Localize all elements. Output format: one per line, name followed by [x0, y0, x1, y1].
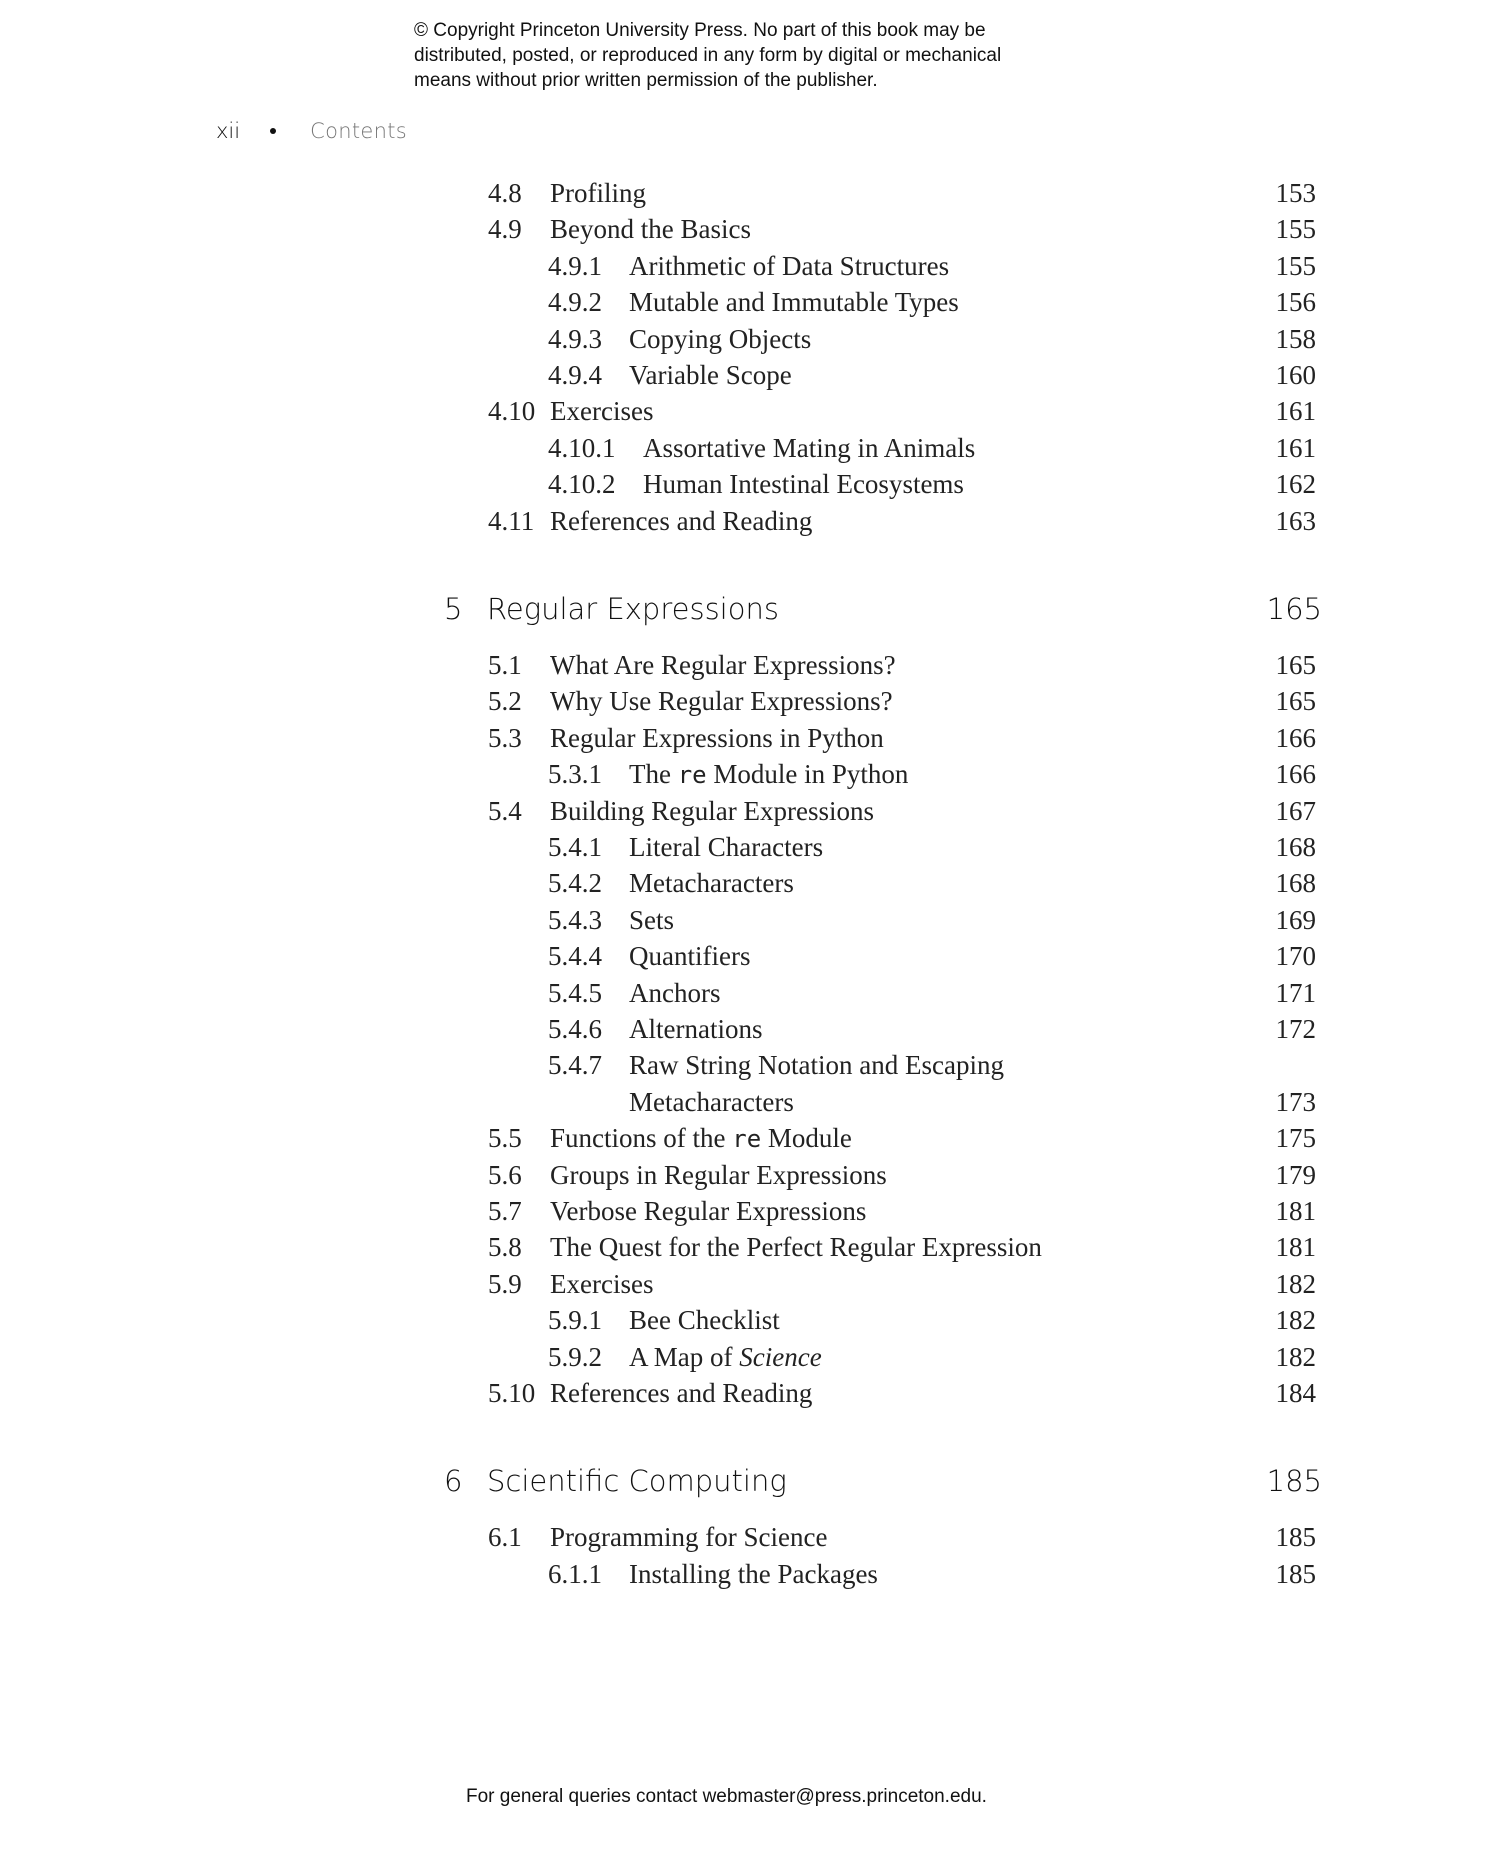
toc-entry-row	[0, 248, 1500, 284]
toc-page-number: 182	[1275, 1305, 1316, 1336]
toc-title	[629, 1339, 822, 1375]
toc-title: Arithmetic of Data Structures	[629, 250, 950, 281]
toc-title	[629, 756, 908, 793]
toc-page-number: 185	[1275, 1522, 1316, 1553]
toc-entry-row	[0, 466, 1500, 502]
toc-entry-row	[0, 321, 1500, 357]
toc-number: 5.3	[488, 722, 522, 753]
toc-entry-row	[0, 393, 1500, 429]
toc-number: 5.1	[488, 650, 522, 680]
toc-entry-row	[0, 175, 1500, 211]
toc-title: Exercises	[550, 396, 654, 427]
toc-entry-row	[0, 503, 1500, 539]
toc-entry-row	[0, 647, 1500, 683]
toc-number: 5.3.1	[548, 759, 602, 790]
toc-number: 4.10.1	[548, 432, 616, 463]
running-head	[216, 116, 407, 146]
toc-title: Literal Characters	[629, 832, 824, 862]
toc-number: 5.4.4	[548, 941, 602, 972]
toc-page-number: 171	[1275, 977, 1316, 1008]
toc-title: Variable Scope	[629, 360, 792, 390]
toc-title: Verbose Regular Expressions	[550, 1196, 867, 1226]
toc-entry-row	[0, 1047, 1500, 1083]
copyright-line: © Copyright Princeton University Press. No part of this book may be	[414, 20, 986, 41]
toc-number: 5.9.2	[548, 1341, 602, 1372]
toc-number: 5.4.7	[548, 1050, 602, 1081]
toc-title: References and Reading	[550, 505, 813, 536]
toc-number: 6.1.1	[548, 1558, 602, 1589]
toc-page-number: 184	[1275, 1378, 1316, 1408]
toc-page-number: 165	[1275, 650, 1316, 680]
toc-page-number: 166	[1275, 722, 1316, 753]
toc-entry-row	[0, 1266, 1500, 1302]
toc-page-number: 179	[1275, 1159, 1316, 1190]
toc-entry-row	[0, 756, 1500, 792]
toc-entry-row	[0, 357, 1500, 393]
copyright-line: means without prior written permission of the publisher.	[414, 70, 878, 91]
toc-number: 5.4.5	[548, 977, 602, 1008]
toc-entry-row	[0, 1193, 1500, 1229]
toc-title: Human Intestinal Ecosystems	[643, 469, 964, 500]
toc-title: Mutable and Immutable Types	[629, 287, 959, 318]
toc-title: Bee Checklist	[629, 1305, 780, 1336]
toc-number: 4.9.3	[548, 323, 602, 354]
toc-page-number: 185	[1266, 1464, 1322, 1499]
toc-page-number: 167	[1275, 795, 1316, 826]
toc-page-number: 166	[1275, 759, 1316, 790]
toc-title: What Are Regular Expressions?	[550, 650, 896, 680]
toc-entry-row	[0, 720, 1500, 756]
toc-number: 4.9	[488, 214, 522, 245]
toc-title: Anchors	[629, 977, 721, 1008]
toc-number: 4.8	[488, 178, 522, 208]
copyright-line: distributed, posted, or reproduced in any form by digital or mechanical	[414, 45, 1002, 66]
toc-page-number: 153	[1275, 178, 1316, 208]
toc-title: Metacharacters	[629, 1086, 794, 1117]
toc-title: Assortative Mating in Animals	[643, 432, 976, 463]
toc-page-number: 181	[1275, 1232, 1316, 1263]
toc-entry-row	[0, 1302, 1500, 1338]
toc-entry-row	[0, 1120, 1500, 1156]
toc-page-number: 160	[1275, 360, 1316, 390]
toc-number: 4.9.4	[548, 360, 602, 390]
toc-title	[550, 1120, 852, 1157]
toc-title-text: Module	[761, 1123, 852, 1154]
toc-number: 6	[444, 1464, 463, 1499]
toc-entry-row	[0, 284, 1500, 320]
toc-page-number: 168	[1275, 868, 1316, 899]
toc-title: Beyond the Basics	[550, 214, 751, 245]
toc-page-number: 156	[1275, 287, 1316, 318]
toc-number: 5.4	[488, 795, 522, 826]
toc-number: 5.4.1	[548, 832, 602, 862]
toc-page-number: 182	[1275, 1268, 1316, 1299]
toc-title: Programming for Science	[550, 1522, 828, 1553]
copyright-notice	[414, 18, 1094, 93]
toc-number: 5.7	[488, 1196, 522, 1226]
toc-number: 5.5	[488, 1123, 522, 1154]
toc-entry-row	[0, 1519, 1500, 1555]
toc-entry-row	[0, 1375, 1500, 1411]
page-folio: xii	[216, 119, 241, 143]
toc-number: 4.10	[488, 396, 536, 427]
toc-title: Regular Expressions in Python	[550, 722, 884, 753]
toc-entry-row	[0, 1011, 1500, 1047]
toc-page-number: 161	[1275, 396, 1316, 427]
toc-title: Scientific Computing	[487, 1464, 787, 1499]
toc-page-number: 170	[1275, 941, 1316, 972]
toc-entry-row	[0, 865, 1500, 901]
toc-title: Sets	[629, 904, 675, 935]
toc-title: Why Use Regular Expressions?	[550, 686, 893, 717]
toc-page-number: 158	[1275, 323, 1316, 354]
toc-title: Exercises	[550, 1268, 654, 1299]
toc-page-number: 169	[1275, 904, 1316, 935]
toc-entry-row	[0, 829, 1500, 865]
toc-page-number: 161	[1275, 432, 1316, 463]
toc-page-number: 182	[1275, 1341, 1316, 1372]
toc-title: Quantifiers	[629, 941, 751, 972]
toc-number: 5.4.2	[548, 868, 602, 899]
toc-entry-row	[0, 1229, 1500, 1265]
toc-page-number: 168	[1275, 832, 1316, 862]
toc-entry-row	[0, 211, 1500, 247]
toc-entry-row	[0, 1339, 1500, 1375]
toc-number: 4.9.1	[548, 250, 602, 281]
toc-entry-row	[0, 902, 1500, 938]
toc-chapter-row	[0, 587, 1500, 631]
toc-chapter-row	[0, 1459, 1500, 1503]
toc-title-code: re	[677, 761, 707, 790]
toc-entry-row	[0, 1084, 1500, 1120]
toc-title-code: re	[732, 1125, 762, 1154]
toc-number: 5.4.6	[548, 1014, 602, 1044]
toc-number: 5.4.3	[548, 904, 602, 935]
toc-number: 5.9.1	[548, 1305, 602, 1336]
toc-number: 4.9.2	[548, 287, 602, 318]
toc-number: 5	[444, 592, 463, 626]
toc-number: 5.10	[488, 1378, 536, 1408]
toc-number: 5.8	[488, 1232, 522, 1263]
toc-page-number: 155	[1275, 214, 1316, 245]
toc-page-number: 181	[1275, 1196, 1316, 1226]
toc-page-number: 165	[1275, 686, 1316, 717]
toc-title: The Quest for the Perfect Regular Expression	[550, 1232, 1042, 1263]
toc-title-text: Module in Python	[706, 759, 909, 790]
toc-page-number: 162	[1275, 469, 1316, 500]
toc-title: Alternations	[629, 1014, 763, 1044]
toc-number: 6.1	[488, 1522, 522, 1553]
toc-page-number: 165	[1266, 592, 1322, 626]
toc-entry-row	[0, 938, 1500, 974]
toc-title: Copying Objects	[629, 323, 812, 354]
toc-number: 4.10.2	[548, 469, 616, 500]
toc-title-text: Functions of the	[550, 1123, 733, 1154]
toc-title: Regular Expressions	[487, 592, 779, 626]
toc-title: Building Regular Expressions	[550, 795, 874, 826]
toc-number: 5.6	[488, 1159, 522, 1190]
toc-title: Installing the Packages	[629, 1558, 878, 1589]
toc-title-text: The	[629, 759, 678, 790]
toc-page-number: 175	[1275, 1123, 1316, 1154]
toc-title-text: A Map of	[629, 1341, 740, 1372]
toc-entry-row	[0, 793, 1500, 829]
toc-entry-row	[0, 975, 1500, 1011]
toc-title: Raw String Notation and Escaping	[629, 1050, 1004, 1081]
toc-title: Profiling	[550, 178, 647, 208]
bullet-separator-icon	[270, 128, 276, 134]
toc-title: References and Reading	[550, 1378, 813, 1408]
toc-page-number: 172	[1275, 1014, 1316, 1044]
toc-number: 4.11	[488, 505, 535, 536]
toc-number: 5.2	[488, 686, 522, 717]
toc-title: Metacharacters	[629, 868, 794, 899]
footer-contact: For general queries contact webmaster@press.princeton.edu.	[466, 1786, 987, 1807]
toc-entry-row	[0, 683, 1500, 719]
toc-page-number: 155	[1275, 250, 1316, 281]
toc-page-number: 173	[1275, 1086, 1316, 1117]
toc-page-number: 163	[1275, 505, 1316, 536]
toc-entry-row	[0, 1157, 1500, 1193]
toc-title: Groups in Regular Expressions	[550, 1159, 887, 1190]
toc-number: 5.9	[488, 1268, 522, 1299]
toc-title-italic: Science	[739, 1341, 822, 1372]
toc-entry-row	[0, 1556, 1500, 1592]
toc-page-number: 185	[1275, 1558, 1316, 1589]
running-head-section: Contents	[310, 119, 407, 143]
toc-entry-row	[0, 430, 1500, 466]
